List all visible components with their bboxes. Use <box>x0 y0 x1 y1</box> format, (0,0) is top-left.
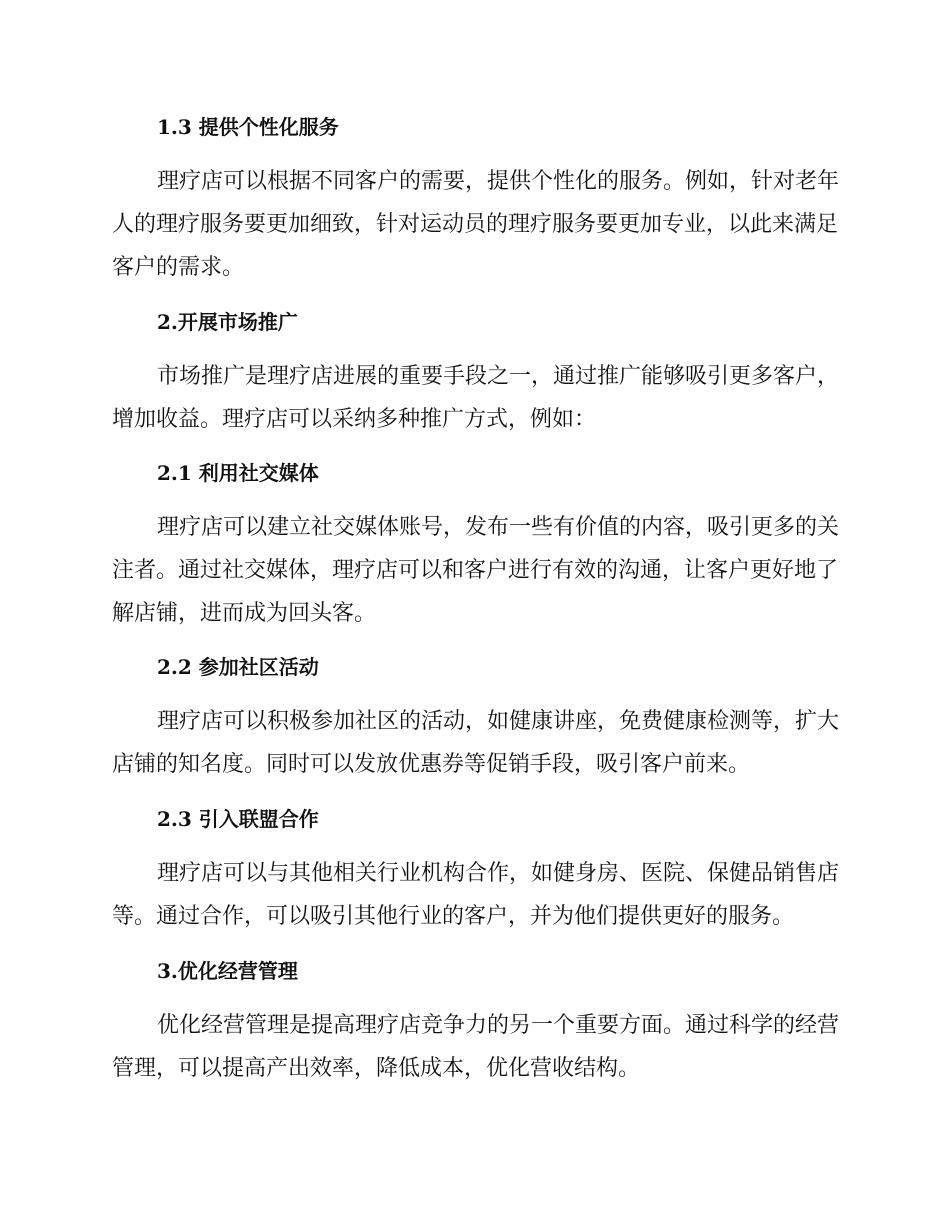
paragraph-line: 市场推广是理疗店进展的重要手段之一，通过推广能够吸引更多客户， <box>157 364 840 389</box>
section-heading-1-3: 1.3 提供个性化服务 <box>157 115 339 139</box>
paragraph-line: 管理，可以提高产出效率，降低成本，优化营收结构。 <box>112 1056 641 1081</box>
section-heading-2-2: 2.2 参加社区活动 <box>157 655 319 679</box>
paragraph-line: 解店铺，进而成为回头客。 <box>112 601 377 626</box>
paragraph-line: 注者。通过社交媒体，理疗店可以和客户进行有效的沟通，让客户更好地了 <box>112 558 839 583</box>
paragraph-2-1 <box>112 506 840 635</box>
paragraph-3 <box>112 1004 840 1090</box>
section-heading-2-1: 2.1 利用社交媒体 <box>157 461 319 485</box>
paragraph-2-2 <box>112 700 840 786</box>
section-heading-3: 3.优化经营管理 <box>157 959 298 983</box>
paragraph-line: 理疗店可以积极参加社区的活动，如健康讲座，免费健康检测等，扩大 <box>157 709 840 734</box>
paragraph-line: 客户的需求。 <box>112 255 245 280</box>
paragraph-1-3 <box>112 160 840 289</box>
paragraph-line: 人的理疗服务要更加细致，针对运动员的理疗服务要更加专业，以此来满足 <box>112 212 839 237</box>
paragraph-line: 理疗店可以与其他相关行业机构合作，如健身房、医院、保健品销售店 <box>157 861 840 886</box>
section-heading-2-3: 2.3 引入联盟合作 <box>157 807 319 831</box>
paragraph-line: 理疗店可以建立社交媒体账号，发布一些有价值的内容，吸引更多的关 <box>157 515 840 540</box>
paragraph-line: 理疗店可以根据不同客户的需要，提供个性化的服务。例如，针对老年 <box>157 169 840 194</box>
paragraph-line: 等。通过合作，可以吸引其他行业的客户，并为他们提供更好的服务。 <box>112 904 795 929</box>
paragraph-line: 店铺的知名度。同时可以发放优惠券等促销手段，吸引客户前来。 <box>112 752 751 777</box>
paragraph-2 <box>112 355 840 441</box>
paragraph-line: 增加收益。理疗店可以采纳多种推广方式，例如： <box>112 407 597 432</box>
section-heading-2: 2.开展市场推广 <box>157 310 298 334</box>
paragraph-2-3 <box>112 852 840 938</box>
paragraph-line: 优化经营管理是提高理疗店竞争力的另一个重要方面。通过科学的经营 <box>157 1013 840 1038</box>
